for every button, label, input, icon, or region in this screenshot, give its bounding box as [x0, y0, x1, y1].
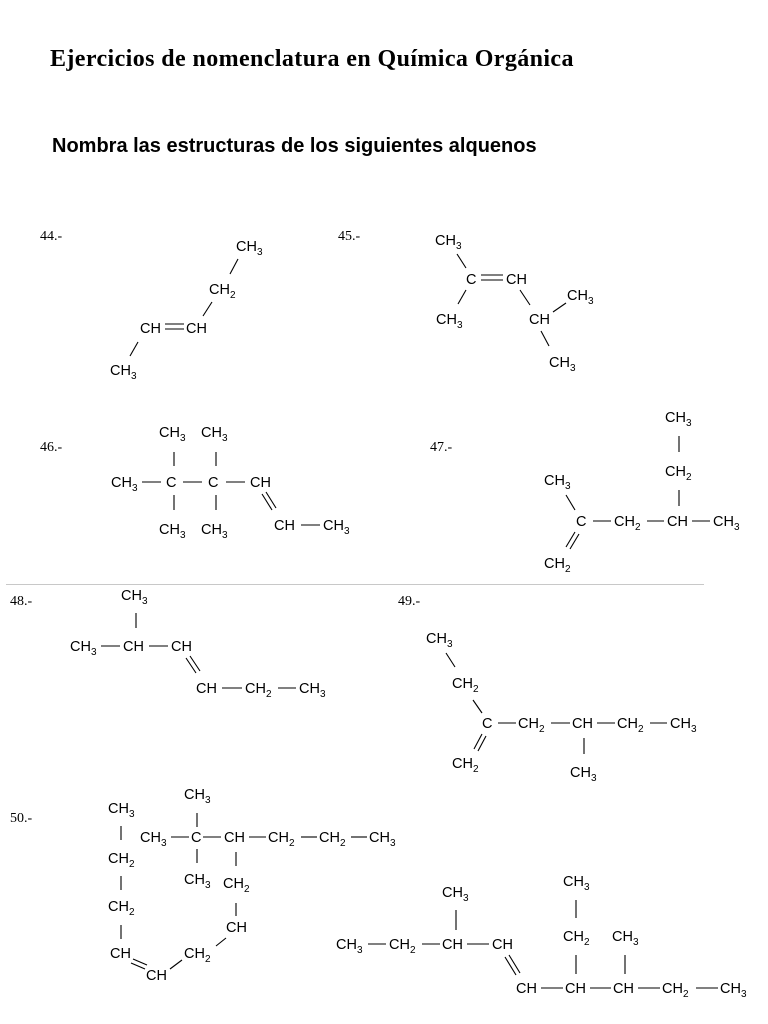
exercise-49-number: 49.-: [398, 594, 421, 609]
group-46-e: C: [208, 475, 219, 491]
group-51-c: CH: [442, 937, 463, 953]
structure-51: [336, 874, 747, 1000]
group-49-e: CH: [572, 716, 593, 732]
group-49-h: $CH_2$: [452, 756, 479, 775]
structure-49: [426, 631, 697, 784]
group-50-c: $CH_2$: [108, 899, 135, 918]
group-44-d: CH: [186, 321, 207, 337]
group-47-e: $CH_2$: [614, 514, 641, 533]
bond: [553, 303, 566, 312]
group-50-l: $CH_3$: [184, 787, 211, 806]
exercise-47-number: 47.-: [430, 440, 453, 455]
group-51-h: $CH_2$: [563, 929, 590, 948]
structure-50: [108, 787, 396, 984]
group-46-c: $CH_3$: [111, 475, 138, 494]
group-44-e: $CH_3$: [110, 363, 137, 382]
double-bond: [262, 494, 272, 510]
group-49-b: $CH_2$: [452, 676, 479, 695]
group-46-h: $CH_3$: [201, 522, 228, 541]
structure-44: [110, 239, 263, 382]
group-50-o: $CH_2$: [319, 830, 346, 849]
double-bond: [133, 959, 147, 965]
double-bond: [131, 963, 145, 969]
double-bond: [266, 492, 276, 508]
group-46-j: $CH_3$: [323, 518, 350, 537]
group-50-n: $CH_2$: [268, 830, 295, 849]
double-bond: [190, 656, 200, 671]
group-47-f: CH: [667, 514, 688, 530]
double-bond: [566, 532, 575, 547]
group-49-g: $CH_3$: [670, 716, 697, 735]
group-45-g: $CH_3$: [549, 355, 576, 374]
bond: [170, 960, 182, 969]
group-44-c: CH: [140, 321, 161, 337]
group-50-a: $CH_3$: [108, 801, 135, 820]
group-48-f: $CH_2$: [245, 681, 272, 700]
bond: [458, 290, 466, 304]
group-51-i: $CH_3$: [563, 874, 590, 893]
structure-45: [435, 233, 594, 374]
page-title: Ejercicios de nomenclatura en Química Orgánica: [50, 46, 574, 72]
bond: [216, 938, 226, 946]
group-48-d: CH: [171, 639, 192, 655]
group-47-c: $CH_3$: [544, 473, 571, 492]
group-44-b: $CH_2$: [209, 282, 236, 301]
group-46-f: CH: [250, 475, 271, 491]
exercise-50-number: 50.-: [10, 811, 33, 826]
group-45-a: $CH_3$: [435, 233, 462, 252]
group-51-k: $CH_3$: [612, 929, 639, 948]
group-50-i: CH: [224, 830, 245, 846]
bond: [230, 259, 238, 274]
group-50-h: $CH_2$: [223, 876, 250, 895]
group-48-b: $CH_3$: [70, 639, 97, 658]
group-46-i: CH: [274, 518, 295, 534]
group-50-b: $CH_2$: [108, 851, 135, 870]
group-51-f: CH: [516, 981, 537, 997]
structure-47: [544, 410, 740, 575]
group-46-g: $CH_3$: [159, 522, 186, 541]
group-46-a: $CH_3$: [159, 425, 186, 444]
group-49-a: $CH_3$: [426, 631, 453, 650]
group-51-a: $CH_3$: [336, 937, 363, 956]
group-51-l: $CH_2$: [662, 981, 689, 1000]
group-44-a: $CH_3$: [236, 239, 263, 258]
group-51-m: $CH_3$: [720, 981, 747, 1000]
bond: [541, 331, 549, 346]
group-50-e: CH: [146, 968, 167, 984]
group-45-f: CH: [529, 312, 550, 328]
group-50-g: CH: [226, 920, 247, 936]
group-47-a: $CH_3$: [665, 410, 692, 429]
section-heading: Nombra las estructuras de los siguientes alquenos: [52, 135, 537, 157]
group-46-b: $CH_3$: [201, 425, 228, 444]
group-49-f: $CH_2$: [617, 716, 644, 735]
double-bond: [509, 955, 520, 973]
group-51-d: $CH_3$: [442, 885, 469, 904]
group-45-c: CH: [506, 272, 527, 288]
group-51-g: CH: [565, 981, 586, 997]
exercise-45-number: 45.-: [338, 229, 361, 244]
group-51-j: CH: [613, 981, 634, 997]
group-49-d: $CH_2$: [518, 716, 545, 735]
group-47-d: C: [576, 514, 587, 530]
group-47-g: $CH_3$: [713, 514, 740, 533]
group-50-k: $CH_3$: [140, 830, 167, 849]
group-50-j: C: [191, 830, 202, 846]
bond: [130, 342, 138, 356]
bond: [457, 254, 466, 268]
double-bond: [505, 957, 516, 975]
group-49-i: $CH_3$: [570, 765, 597, 784]
group-46-d: C: [166, 475, 177, 491]
double-bond: [570, 534, 579, 549]
group-47-h: $CH_2$: [544, 556, 571, 575]
exercise-44-number: 44.-: [40, 229, 63, 244]
group-45-b: C: [466, 272, 477, 288]
structure-46: [111, 425, 350, 541]
group-50-f: $CH_2$: [184, 946, 211, 965]
group-48-g: $CH_3$: [299, 681, 326, 700]
structure-48: [70, 588, 326, 700]
bond: [473, 700, 482, 713]
group-49-c: C: [482, 716, 493, 732]
group-48-a: $CH_3$: [121, 588, 148, 607]
group-45-d: $CH_3$: [567, 288, 594, 307]
group-50-d: CH: [110, 946, 131, 962]
group-50-m: $CH_3$: [184, 872, 211, 891]
group-50-p: $CH_3$: [369, 830, 396, 849]
group-47-b: $CH_2$: [665, 464, 692, 483]
group-45-e: $CH_3$: [436, 312, 463, 331]
exercise-46-number: 46.-: [40, 440, 63, 455]
group-48-c: CH: [123, 639, 144, 655]
bond: [520, 290, 530, 305]
group-51-b: $CH_2$: [389, 937, 416, 956]
exercise-48-number: 48.-: [10, 594, 33, 609]
bond: [203, 302, 212, 316]
group-48-e: CH: [196, 681, 217, 697]
group-51-e: CH: [492, 937, 513, 953]
bond: [446, 653, 455, 667]
bond: [566, 495, 575, 510]
double-bond: [186, 658, 196, 673]
